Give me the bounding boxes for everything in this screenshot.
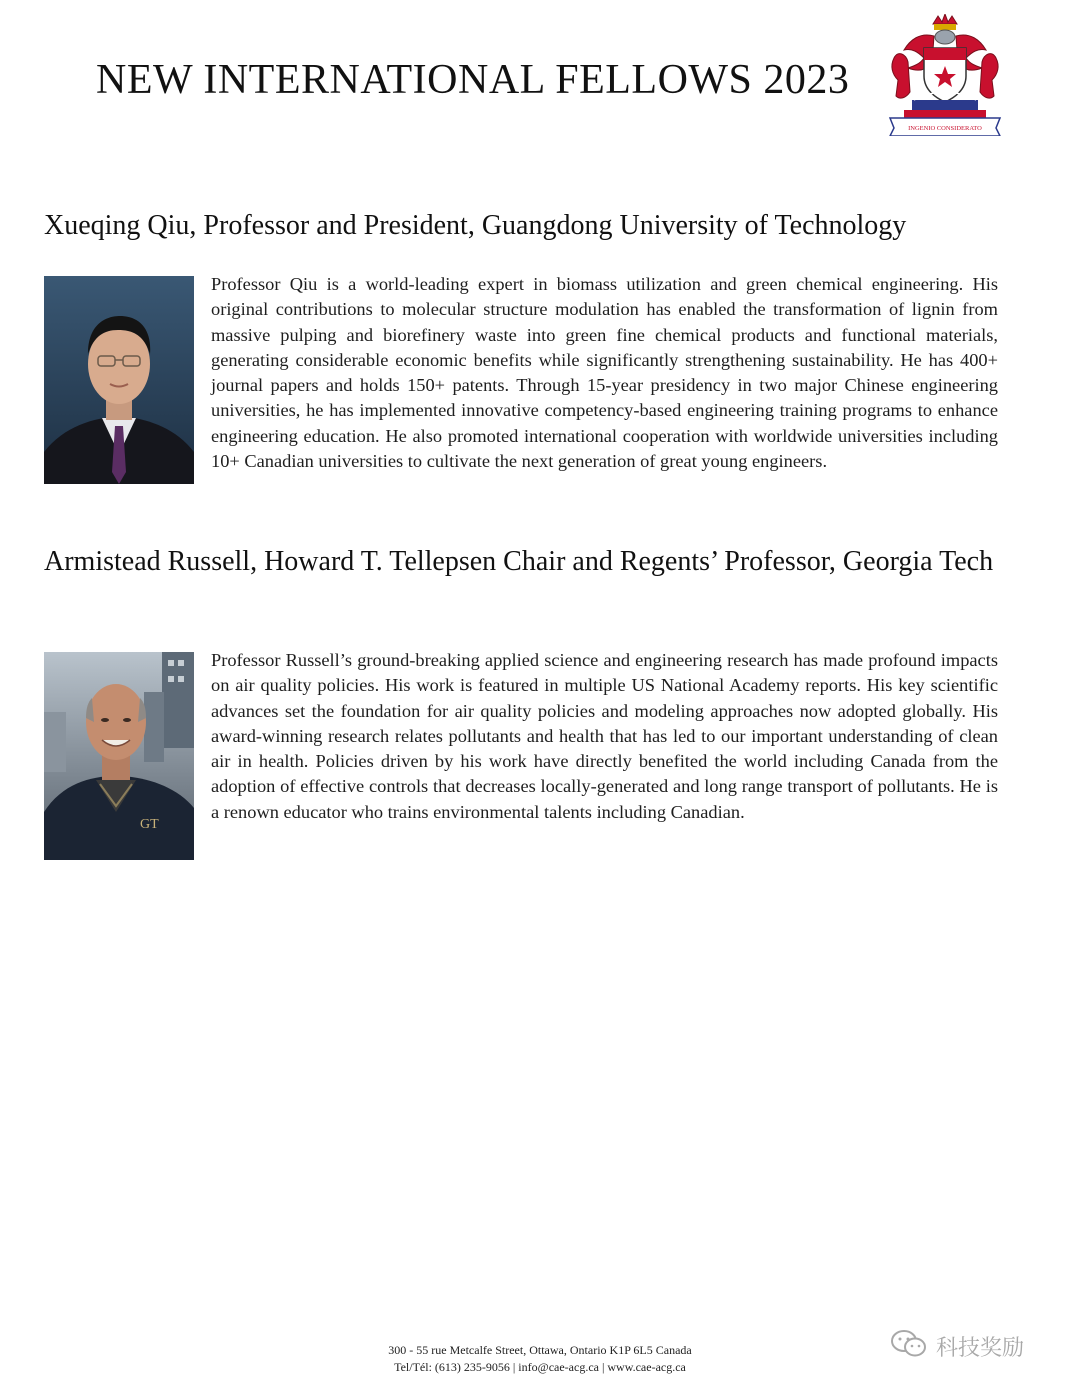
page-title: NEW INTERNATIONAL FELLOWS 2023 bbox=[96, 57, 850, 103]
footer-address: 300 - 55 rue Metcalfe Street, Ottawa, Ontario K1P 6L5 Canada bbox=[388, 1343, 692, 1357]
portrait-photo bbox=[44, 652, 194, 860]
wechat-icon bbox=[890, 1329, 928, 1364]
fellow-name: Armistead Russell, Howard T. Tellepsen Chair and Regents’ Professor, Georgia Tech bbox=[44, 546, 994, 577]
footer-contact: Tel/Tél: (613) 235-9056 | info@cae-acg.ca | www.cae-acg.ca bbox=[394, 1360, 686, 1374]
watermark-text: 科技奖励 bbox=[936, 1335, 1025, 1361]
fellow-bio: Professor Qiu is a world-leading expert in biomass utilization and green chemical engineering. His original contributions to molecular structure modulation has enabled the transformation of lignin from massive pulping and biorefinery waste into green fine chemical products and functional materials, generating considerable economic benefits while significantly strengthening sustainability. He has 400+ journal papers and holds 150+ patents. Through 15-year presidency in two major Chinese engineering universities, he has implemented innovative competency-based engineering training programs to enhance engineering education. He also promoted international cooperation with worldwide universities including 10+ Canadian universities to cultivate the next generation of great young engineers. bbox=[211, 274, 998, 472]
watermark bbox=[890, 1328, 1024, 1364]
svg-text:GT: GT bbox=[140, 817, 159, 832]
portrait-photo bbox=[44, 276, 194, 484]
fellow-name: Xueqing Qiu, Professor and President, Guangdong University of Technology bbox=[44, 210, 907, 241]
fellow-bio: Professor Russell’s ground-breaking applied science and engineering research has made profound impacts on air quality policies. His work is featured in multiple US National Academy reports. His key scientific advances set the foundation for air quality policies and modeling approaches now adopted globally. His award-winning research relates pollutants and health that has led to our important understanding of clean air in health. Policies driven by his work have directly benefited the world including Canada from the adoption of effective controls that decreases locally-generated and long range transport of pollutants. He is a renown educator who trains environmental talents including Canadian. bbox=[211, 650, 998, 822]
crest-motto: INGENIO CONSIDERATO bbox=[908, 125, 982, 132]
coat-of-arms-icon bbox=[884, 14, 1006, 136]
